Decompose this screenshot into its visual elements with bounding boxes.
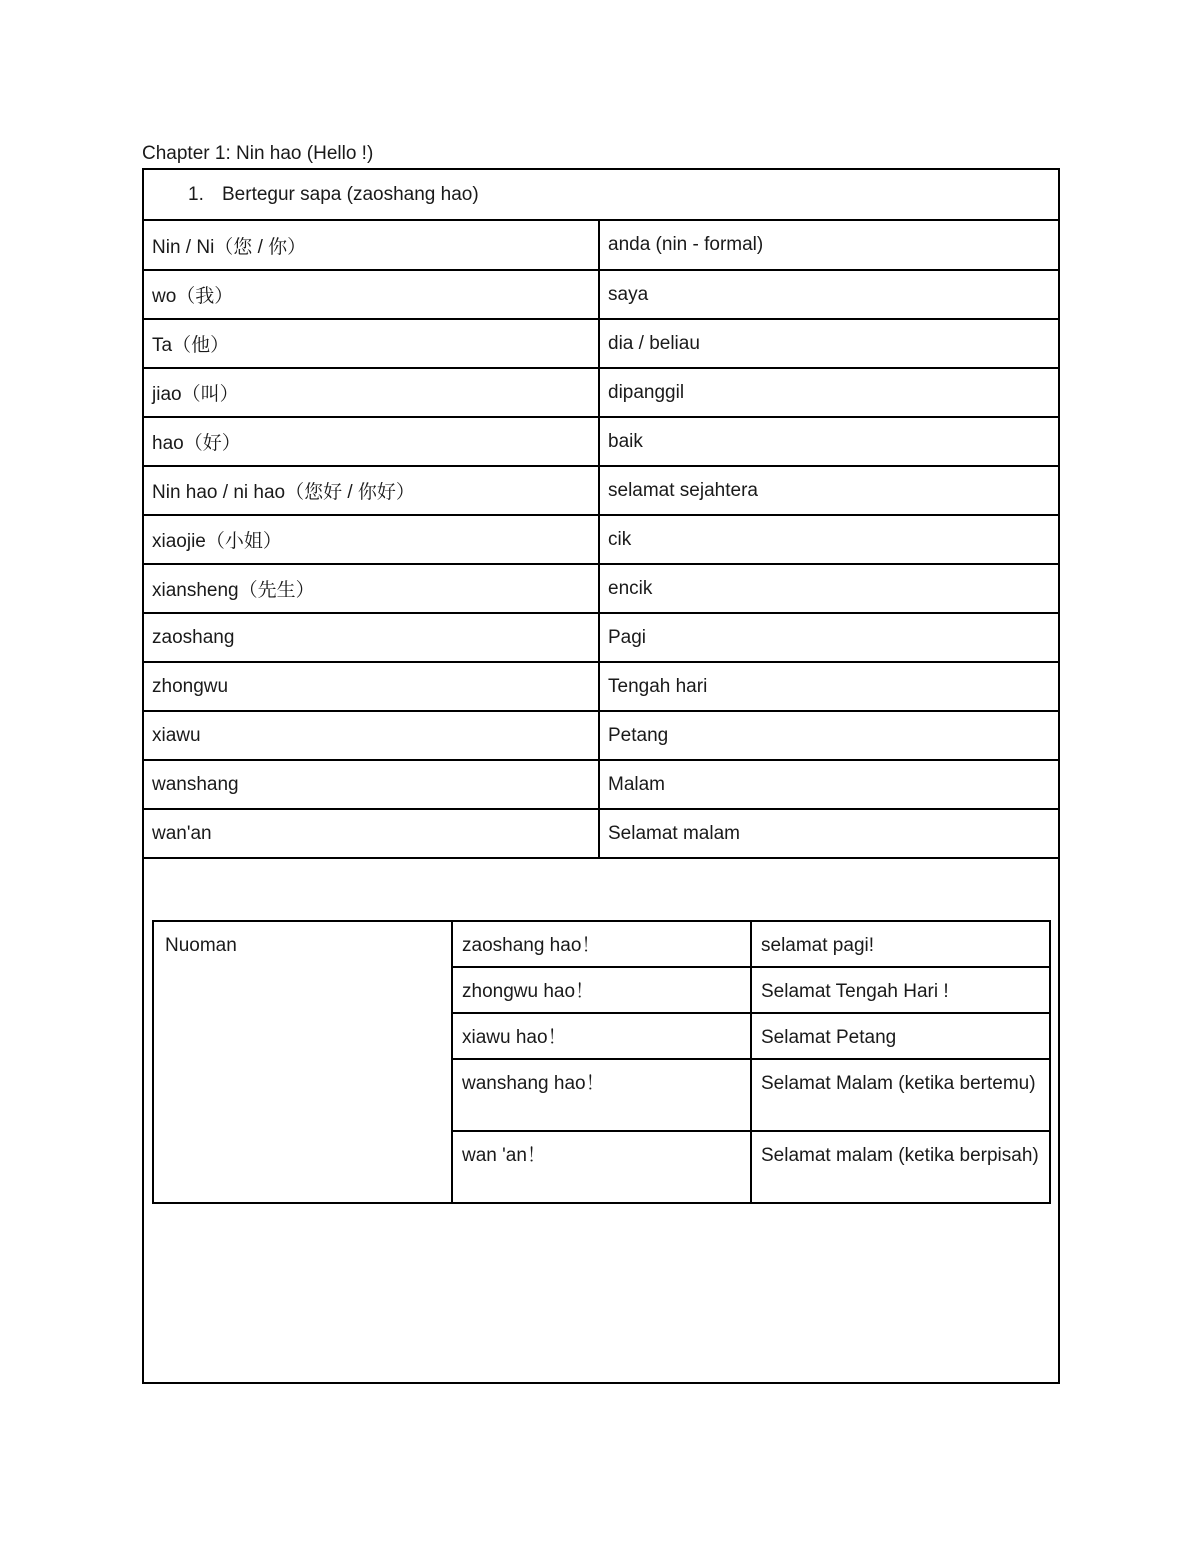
vocab-meaning: Pagi [599,613,1058,662]
vocab-meaning: Tengah hari [599,662,1058,711]
vocab-meaning: Malam [599,760,1058,809]
vocab-table [144,221,1058,859]
vocab-meaning: saya [599,270,1058,319]
vocab-term: xiaojie（小姐） [144,515,599,564]
vocab-meaning: anda (nin - formal) [599,221,1058,270]
nuoman-table [152,920,1051,1204]
vocab-row [144,221,1058,270]
vocab-row [144,662,1058,711]
vocab-term: zhongwu [144,662,599,711]
greeting-row [153,921,1050,967]
vocab-row [144,564,1058,613]
vocab-term: jiao（叫） [144,368,599,417]
vocab-meaning: dipanggil [599,368,1058,417]
greeting-phrase: xiawu hao！ [452,1013,751,1059]
vocab-term: wan'an [144,809,599,858]
vocab-meaning: encik [599,564,1058,613]
vocab-meaning: dia / beliau [599,319,1058,368]
vocab-term: Nin / Ni（您 / 你） [144,221,599,270]
greeting-meaning: Selamat Malam (ketika bertemu) [751,1059,1050,1131]
vocab-row [144,319,1058,368]
greeting-phrase: zhongwu hao！ [452,967,751,1013]
greeting-meaning: Selamat Tengah Hari ! [751,967,1050,1013]
greeting-meaning: Selamat Petang [751,1013,1050,1059]
vocab-row [144,368,1058,417]
greeting-meaning: Selamat malam (ketika berpisah) [751,1131,1050,1203]
vocab-term: xiawu [144,711,599,760]
vocab-row [144,760,1058,809]
section-number: 1. [188,184,204,205]
greeting-phrase: wan 'an！ [452,1131,751,1203]
greeting-meaning: selamat pagi! [751,921,1050,967]
nuoman-label: Nuoman [153,921,452,1203]
vocab-term: zaoshang [144,613,599,662]
vocab-row [144,417,1058,466]
vocab-term: Ta（他） [144,319,599,368]
section-heading [144,170,1058,221]
chapter-title: Chapter 1: Nin hao (Hello !) [142,143,374,164]
vocab-meaning: Selamat malam [599,809,1058,858]
vocab-row [144,613,1058,662]
section-title: Bertegur sapa (zaoshang hao) [222,184,479,205]
vocab-term: hao（好） [144,417,599,466]
vocab-term: wanshang [144,760,599,809]
vocab-term: xiansheng（先生） [144,564,599,613]
vocab-row [144,466,1058,515]
vocab-row [144,711,1058,760]
vocab-term: Nin hao / ni hao（您好 / 你好） [144,466,599,515]
vocab-meaning: selamat sejahtera [599,466,1058,515]
vocab-meaning: cik [599,515,1058,564]
vocab-term: wo（我） [144,270,599,319]
vocab-row [144,515,1058,564]
vocab-meaning: Petang [599,711,1058,760]
greeting-phrase: zaoshang hao！ [452,921,751,967]
lesson-table [142,168,1060,1384]
vocab-meaning: baik [599,417,1058,466]
vocab-row [144,809,1058,858]
greeting-phrase: wanshang hao！ [452,1059,751,1131]
vocab-row [144,270,1058,319]
